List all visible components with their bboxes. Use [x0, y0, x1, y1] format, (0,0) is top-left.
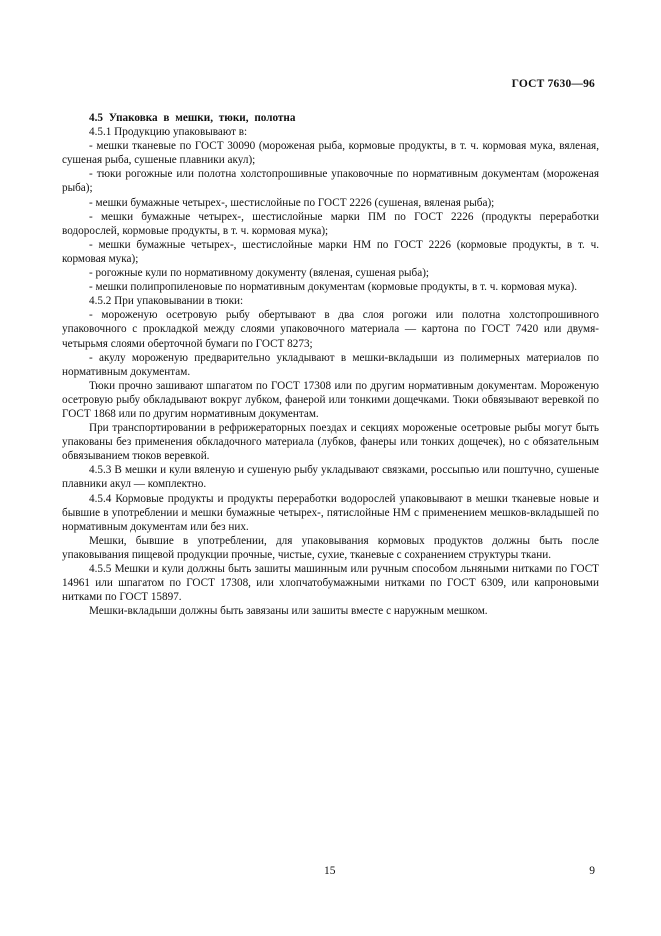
paragraph-refrigerated-transport: При транспортировании в рефрижераторных поездах и секциях мороженые осетровые рыбы могут быть упакованы без применения обкладочного материала (лубков, фанеры или тонких дощечек), но с обязательным обвязыванием тюков веревкой.: [62, 422, 599, 463]
paragraph-bale-sewing: Тюки прочно зашивают шпагатом по ГОСТ 17308 или по другим нормативным документам. Мороженую осетровую рыбу обкладывают вокруг лубком, фанерой или тонкими дощечками. Тюки обвязывают веревкой по ГОСТ 1868 или по другим нормативным документам.: [62, 379, 599, 420]
paragraph-4-5-2: 4.5.2 При упаковывании в тюки:: [89, 295, 244, 308]
paragraph-4-5-1: 4.5.1 Продукцию упаковывают в:: [89, 126, 248, 139]
page-number-right: 9: [589, 865, 595, 877]
paragraph-4-5-4: 4.5.4 Кормовые продукты и продукты переработки водорослей упаковывают в мешки тканевые новые и бывшие в употреблении и мешки бумажные четырех-, пятислойные НМ с применением мешков-вкладышей по нормативным документам или без них.: [62, 492, 599, 533]
paragraph-used-bags: Мешки, бывшие в употреблении, для упаковывания кормовых продуктов должны быть после упаковывания пищевой продукции прочные, чистые, сухие, тканевые с сохранением структуры ткани.: [62, 534, 599, 561]
list-item-fabric-bags: - мешки тканевые по ГОСТ 30090 (мороженая рыба, кормовые продукты, в т. ч. кормовая мука, вяленая, сушеная рыба, сушеные плавники акул);: [62, 140, 599, 167]
list-item-polypropylene-bags: - мешки полипропиленовые по нормативным документам (кормовые продукты, в т. ч. кормовая мука).: [89, 281, 577, 294]
list-item-matting-bales: - тюки рогожные или полотна холстопрошивные упаковочные по нормативным документам (мороженая рыба);: [62, 168, 599, 195]
document-body: [62, 111, 599, 618]
list-item-sturgeon-wrapping: - мороженую осетровую рыбу обертывают в два слоя рогожи или полотна холстопрошивного упаковочного с прокладкой между слоями упаковочного материала — картона по ГОСТ 7420 или двумя-четырьмя слоями оберточной бумаги по ГОСТ 8273;: [62, 309, 599, 350]
paragraph-liners-tied: Мешки-вкладыши должны быть завязаны или зашиты вместе с наружным мешком.: [89, 605, 488, 618]
list-item-paper-bags-nm: - мешки бумажные четырех-, шестислойные марки НМ по ГОСТ 2226 (кормовые продукты, в т. ч. кормовая мука);: [62, 238, 599, 265]
paragraph-4-5-5: 4.5.5 Мешки и кули должны быть зашиты машинным или ручным способом льняными нитками по ГОСТ 14961 или шпагатом по ГОСТ 17308, или хлопчатобумажными нитками по ГОСТ 6309, или капроновыми нитками по ГОСТ 15897.: [62, 563, 599, 604]
list-item-paper-bags-pm: - мешки бумажные четырех-, шестислойные марки ПМ по ГОСТ 2226 (продукты переработки водорослей, кормовые продукты, в т. ч. кормовая мука);: [62, 210, 599, 237]
list-item-paper-bags: - мешки бумажные четырех-, шестислойные по ГОСТ 2226 (сушеная, вяленая рыба);: [89, 196, 495, 209]
document-code-header: ГОСТ 7630—96: [511, 78, 595, 90]
list-item-matting-sacks: - рогожные кули по нормативному документу (вяленая, сушеная рыба);: [89, 267, 430, 280]
paragraph-4-5-3: 4.5.3 В мешки и кули вяленую и сушеную рыбу укладывают связками, россыпью или поштучно, сушеные плавники акул — комплектно.: [62, 464, 599, 491]
list-item-shark-liners: - акулу мороженую предварительно укладывают в мешки-вкладыши из полимерных материалов по нормативным документам.: [62, 351, 599, 378]
section-heading: 4.5 Упаковка в мешки, тюки, полотна: [89, 112, 296, 124]
page-number-center: 15: [324, 865, 336, 877]
